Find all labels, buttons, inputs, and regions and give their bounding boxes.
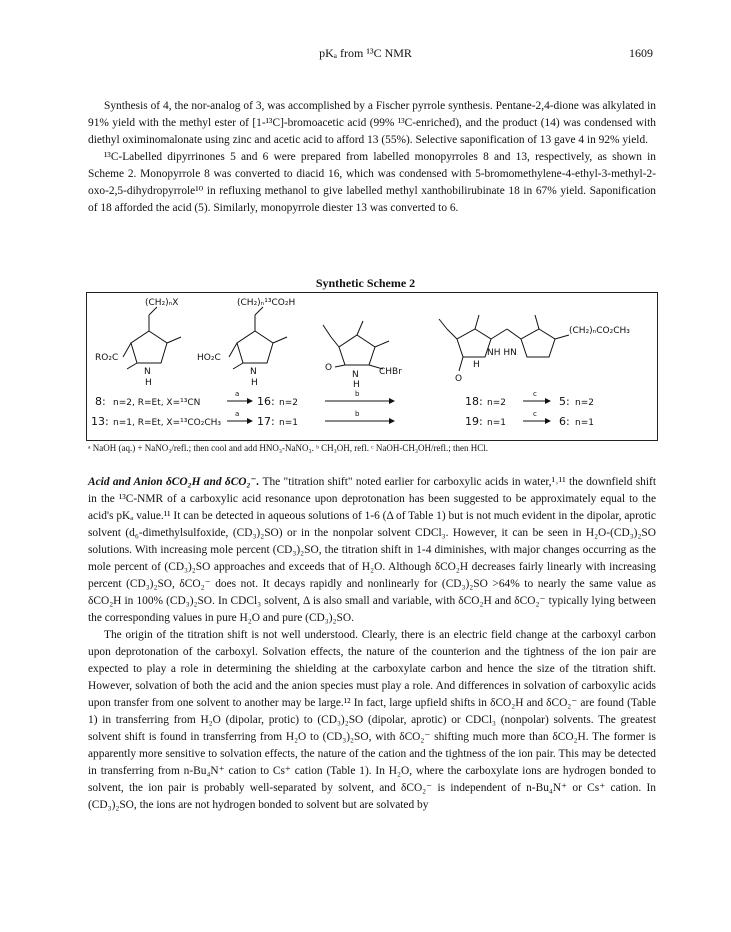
section-heading: Acid and Anion δCO₂H and δCO₂⁻. — [88, 476, 260, 488]
row2-conditions: n=1, R=Et, X=¹³CO₂CH₃ — [113, 418, 221, 428]
row2-label-c: c — [533, 410, 537, 418]
running-title: pKₐ from ¹³C NMR — [319, 46, 412, 60]
s4-substituent: (CH₂)ₙCO₂CH₃ — [569, 326, 630, 336]
titration-paragraph-1 — [88, 474, 656, 627]
s1-nitrogen: N — [144, 367, 151, 377]
running-head — [0, 46, 731, 64]
page-number: 1609 — [629, 46, 653, 60]
row2-arrowhead-a — [247, 418, 253, 424]
pyrrole-ring-2 — [237, 331, 273, 363]
s1-ester: RO₂C — [95, 353, 119, 363]
row1-arrowhead-c — [545, 398, 551, 404]
s2-substituent: (CH₂)ₙ¹³CO₂H — [237, 298, 296, 308]
s3-hydrogen: H — [353, 380, 360, 390]
s3-oxygen: O — [325, 363, 333, 373]
s1-substituent: (CH₂)ₙX — [145, 298, 179, 308]
scheme-drawing — [87, 293, 657, 440]
row2-product-b: 19: — [465, 415, 483, 428]
paragraph-synthesis-4: Synthesis of 4, the nor-analog of 3, was accomplished by a Fischer pyrrole synthesis. Pentane-2,4-dione was alkylated in 91% yield with the methyl ester of [1-¹³C]-bromoacetic acid (99% ¹³C-enriched), and the product (14) was condensed with diethyl oximinomalonate using zinc and acetic acid to afford 13 (55%). Selective saponification of 13 gave 4 in 92% yield. — [88, 100, 656, 146]
dipyrrinone-ring-left — [457, 329, 491, 357]
titration-paragraph-1-text: The "titration shift" noted earlier for carboxylic acids in water,¹˒¹¹ the downfield shift in the ¹³C-NMR of a carboxylic acid resonance upon deprotonation has been suggested to be approximately equal to the acid's pKₐ value.¹¹ It can be detected in aqueous solutions of 1-6 (Δ of Table 1) but is not much evident in the dipolar, aprotic solvent (d₆-dimethylsulfoxide, (CD₃)₂SO) or in the nonpolar solvent CDCl₃. However, it can be seen in H₂O-(CD₃)₂SO solutions. With increasing mole percent (CD₃)₂SO, the titration shift in 1-4 diminishes, with major changes occurring as the mole percent of (CD₃)₂SO approaches and exceeds that of H₂O. Although δCO₂H decreases fairly linearly with increasing percent (CD₃)₂SO, δCO₂⁻ does not. It decays rapidly and nonlinearly for (CD₃)₂SO >64% to nearly the same value as δCO₂H in 100% (CD₃)₂SO. In CDCl₃ solvent, Δ is also small and variable, with δCO₂H and δCO₂⁻ typically lying between the corresponding values in pure H₂O and pure (CD₃)₂SO. — [88, 476, 656, 624]
paragraph-labelled-dipyrrinones: ¹³C-Labelled dipyrrinones 5 and 6 were prepared from labelled monopyrroles 8 and 13, respectively, as shown in Scheme 2. Monopyrrole 8 was converted to diacid 16, which was condensed with 5-bromomethylene-4-ethyl-3-methyl-2-oxo-2,5-dihydropyrrole¹⁰ in refluxing methanol to give labelled methyl xanthobilirubinate 18 in 67% yield. Saponification of 18 afforded the acid (5). Similarly, monopyrrole diester 13 was converted to 6. — [88, 151, 656, 214]
s4-oxygen: O — [455, 374, 463, 384]
row2-final: 6: — [559, 415, 570, 428]
s2-nitrogen: N — [250, 367, 257, 377]
pyrrole-ring-1 — [131, 331, 167, 363]
row1-arrowhead-a — [247, 398, 253, 404]
row1-compound: 8: — [95, 395, 106, 408]
row2-product-a: 17: — [257, 415, 275, 428]
row1-label-a: a — [235, 390, 240, 398]
titration-section — [88, 474, 656, 814]
s4-hydrogen: H — [473, 360, 480, 370]
pyrrolinone-ring — [339, 335, 375, 365]
scheme-title: Synthetic Scheme 2 — [315, 276, 416, 290]
row1-final-n: n=2 — [575, 398, 594, 408]
row2-label-a: a — [235, 410, 240, 418]
row1-product-b-n: n=2 — [487, 398, 506, 408]
s3-nitrogen: N — [352, 370, 359, 380]
row1-product-a: 16: — [257, 395, 275, 408]
row2-arrowhead-b — [389, 418, 395, 424]
synthetic-scheme — [86, 292, 658, 441]
intro-text — [88, 98, 656, 217]
s4-nh-hn: NH HN — [487, 348, 517, 358]
row2-final-n: n=1 — [575, 418, 594, 428]
row2-label-b: b — [355, 410, 360, 418]
row1-product-a-n: n=2 — [279, 398, 298, 408]
row2-arrowhead-c — [545, 418, 551, 424]
row1-final: 5: — [559, 395, 570, 408]
row1-arrowhead-b — [389, 398, 395, 404]
row1-product-b: 18: — [465, 395, 483, 408]
titration-paragraph-2: The origin of the titration shift is not well understood. Clearly, there is an electric field change at the carboxyl carbon upon deprotonation of the carboxyl. Solvation effects, the nature of the counterion and the tightness of the ion pair are expected to play a role in determining the shielding at the carboxylate carbon and hence the size of the titration shift. However, solvation of both the acid and the anion species must play a role. And differences in solvation of carboxylic acids upon transfer from one solvent to another may be large.¹² In fact, large upfield shifts in δCO₂H and δCO₂⁻ are found (Table 1) in transferring from H₂O (dipolar, protic) to (CD₃)₂SO (dipolar, aprotic) or CDCl₃ (nonpolar) solvents. The greatest solvent shift is found in transferring from H₂O to (CD₃)₂SO, with δCO₂⁻ shifting much more than δCO₂H. The former is apparently more sensitive to solvation effects, the nature of the cation and the tightness of the ion pair. This may be detected in transferring from n-Bu₄N⁺ cation to Cs⁺ cation (Table 1). In H₂O, where the carboxylate ions are hydrogen bonded to solvent, the ion pair is probably well-separated by solvent, and δCO₂⁻ is independent of n-Bu₄N⁺ or Cs⁺ cation. In (CD₃)₂SO, the ions are not hydrogen bonded to solvent but are solvated by — [88, 629, 656, 811]
row1-label-c: c — [533, 390, 537, 398]
row2-product-a-n: n=1 — [279, 418, 298, 428]
s2-acid: HO₂C — [197, 353, 221, 363]
s3-bromomethylene: CHBr — [379, 367, 402, 377]
row2-compound: 13: — [91, 415, 109, 428]
dipyrrinone-ring-right — [521, 329, 555, 357]
scheme-footnote: ᵃ NaOH (aq.) + NaNO₃/refl.; then cool and add HNO₃-NaNO₃. ᵇ CH₃OH, refl. ᶜ NaOH-CH₃OH/refl.; then HCl. — [88, 443, 488, 453]
row1-label-b: b — [355, 390, 360, 398]
row2-product-b-n: n=1 — [487, 418, 506, 428]
s1-hydrogen: H — [145, 378, 152, 388]
row1-conditions: n=2, R=Et, X=¹³CN — [113, 398, 201, 408]
s2-hydrogen: H — [251, 378, 258, 388]
